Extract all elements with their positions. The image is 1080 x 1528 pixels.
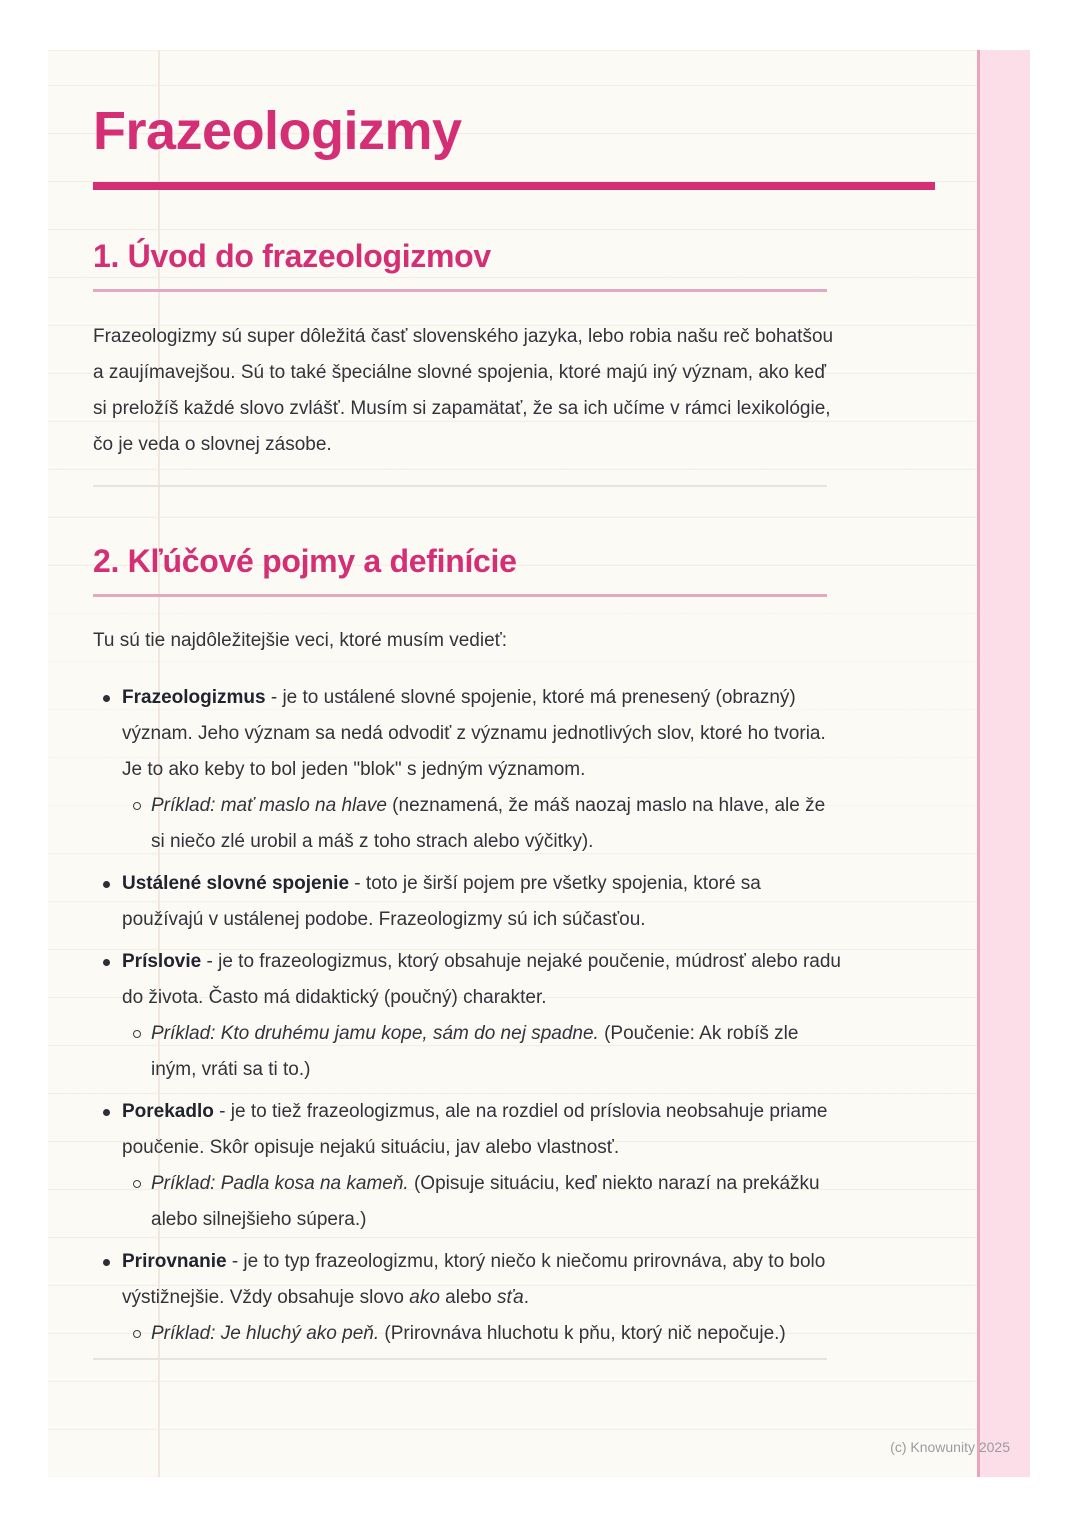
bullet-icon [103, 959, 110, 966]
text-run: Frazeologizmus [122, 687, 266, 708]
sub-bullet-icon [133, 1330, 141, 1338]
sub-bullet-icon [133, 1030, 141, 1038]
term-item [93, 944, 841, 1088]
term-definition [122, 873, 761, 930]
page-title: Frazeologizmy [93, 101, 462, 161]
section-divider [93, 485, 827, 487]
page-content [93, 50, 937, 1360]
text-run: sťa [496, 1287, 524, 1308]
notes-page [48, 50, 1030, 1477]
text-run: ako [409, 1287, 440, 1308]
example-text [151, 1023, 798, 1080]
copyright-label: (c) Knowunity 2025 [890, 1439, 1010, 1455]
section-2-underline-rule [93, 594, 827, 597]
bullet-icon [103, 695, 110, 702]
term-definition [122, 1101, 827, 1158]
text-run: (neznamená, že máš naozaj maslo na hlave, ale že si niečo zlé urobil a máš z toho strach alebo výčitky). [151, 795, 826, 852]
text-run: - toto je širší pojem pre všetky spojenia, ktoré sa používajú v ustálenej podobe. Frazeologizmy sú ich súčasťou. [122, 873, 761, 930]
text-run: Príslovie [122, 951, 202, 972]
title-underline-rule [93, 182, 935, 190]
term-definition [122, 687, 826, 780]
terms-list [93, 680, 841, 1352]
text-run: - je to frazeologizmus, ktorý obsahuje nejaké poučenie, múdrosť alebo radu do života. Často má didaktický (poučný) charakter. [122, 951, 841, 1008]
text-run: (Prirovnáva hluchotu k pňu, ktorý nič nepočuje.) [379, 1323, 786, 1344]
example-item [133, 788, 841, 860]
text-run: Porekadlo [122, 1101, 214, 1122]
section-1-paragraph: Frazeologizmy sú super dôležitá časť slovenského jazyka, lebo robia našu reč bohatšou a zaujímavejšou. Sú to také špeciálne slovné spojenia, ktoré majú iný význam, ako keď si preložíš každé slovo zvlášť. Musím si zapamätať, že sa ich učíme v rámci lexikológie, čo je veda o slovnej zásobe. [93, 326, 834, 455]
term-item [93, 680, 841, 860]
text-run: - je to ustálené slovné spojenie, ktoré má prenesený (obrazný) význam. Jeho význam sa nedá odvodiť z významu jednotlivých slov, ktoré ho tvoria. Je to ako keby to bol jeden "blok" s jedným významom. [122, 687, 826, 780]
example-item [133, 1016, 841, 1088]
text-run: - je to typ frazeologizmu, ktorý niečo k niečomu prirovnáva, aby to bolo výstižnejšie. Vždy obsahuje slovo [122, 1251, 826, 1308]
text-run: Prirovnanie [122, 1251, 227, 1272]
sub-bullet-icon [133, 802, 141, 810]
example-text [151, 1323, 786, 1344]
example-item [133, 1316, 841, 1352]
example-text [151, 795, 825, 852]
text-run: Príklad: Kto druhému jamu kope, sám do nej spadne. [151, 1023, 599, 1044]
text-run: Ustálené slovné spojenie [122, 873, 350, 894]
term-definition [122, 1251, 825, 1308]
text-run: Príklad: mať maslo na hlave [151, 795, 387, 816]
text-run: (Poučenie: Ak robíš zle iným, vráti sa ti to.) [151, 1023, 799, 1080]
bullet-icon [103, 881, 110, 888]
example-item [133, 1166, 841, 1238]
term-item [93, 866, 841, 938]
text-run: . [523, 1287, 530, 1308]
section-2-lead: Tu sú tie najdôležitejšie veci, ktoré musím vedieť: [93, 630, 508, 651]
example-text [151, 1173, 820, 1230]
text-run: alebo [439, 1287, 497, 1308]
bullet-icon [103, 1259, 110, 1266]
term-item [93, 1244, 841, 1352]
page-side-pink-strip [977, 50, 1030, 1477]
sub-bullet-icon [133, 1180, 141, 1188]
section-1-underline-rule [93, 289, 827, 292]
text-run: Príklad: Padla kosa na kameň. [151, 1173, 409, 1194]
term-definition [122, 951, 841, 1008]
text-run: (Opisuje situáciu, keď niekto narazí na prekážku alebo silnejšieho súpera.) [151, 1173, 820, 1230]
bottom-divider [93, 1358, 827, 1360]
section-2-heading: 2. Kľúčové pojmy a definície [93, 543, 517, 579]
term-item [93, 1094, 841, 1238]
text-run: - je to tiež frazeologizmus, ale na rozdiel od príslovia neobsahuje priame poučenie. Skôr opisuje nejakú situáciu, jav alebo vlastnosť. [122, 1101, 828, 1158]
bullet-icon [103, 1109, 110, 1116]
text-run: Príklad: Je hluchý ako peň. [151, 1323, 380, 1344]
section-1-heading: 1. Úvod do frazeologizmov [93, 238, 491, 274]
